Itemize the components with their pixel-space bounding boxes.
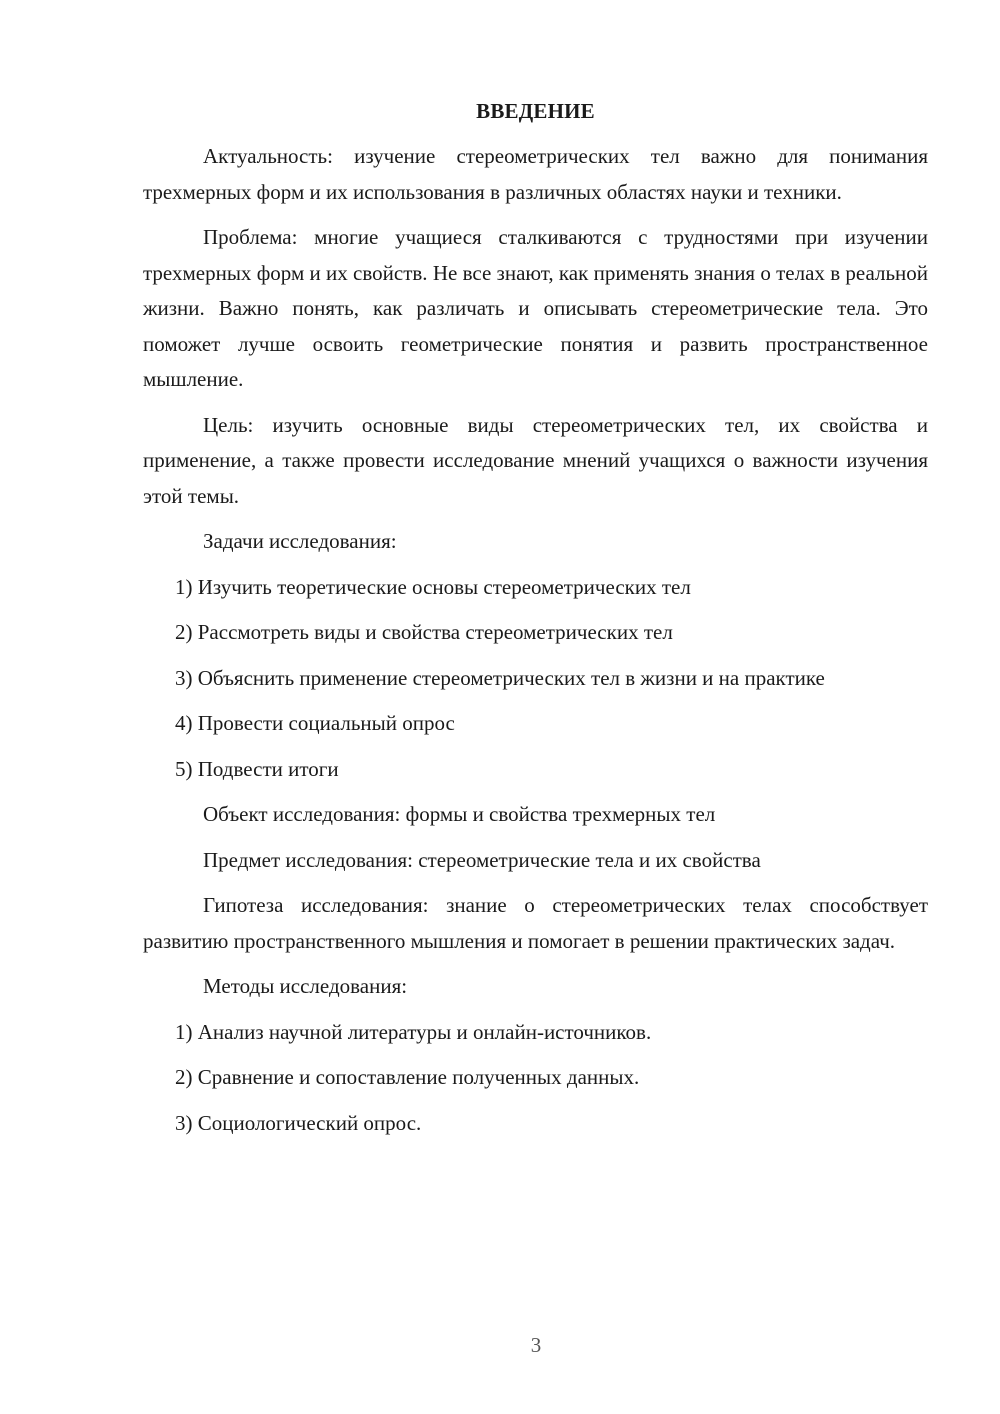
- methods-heading: Методы исследования:: [203, 974, 408, 998]
- task-item-2: 2) Рассмотреть виды и свойства стереометрических тел: [175, 620, 673, 644]
- task-item-3: 3) Объяснить применение стереометрических тел в жизни и на практике: [175, 665, 825, 690]
- paragraph-problem: Проблема: многие учащиеся сталкиваются с трудностями при изучении трехмерных форм и их свойств. Не все знают, как применять знания о телах в реальной жизни. Важно понять, как различать и описывать стереометрические тела. Это поможет лучше освоить геометрические понятия и развить пространственное мышление.: [143, 225, 928, 391]
- task-item-1: 1) Изучить теоретические основы стереометрических тел: [175, 574, 691, 599]
- task-item-5: 5) Подвести итоги: [175, 756, 339, 781]
- paragraph-object: Объект исследования: формы и свойства трехмерных тел: [203, 802, 716, 826]
- paragraph-hypothesis: Гипотеза исследования: знание о стереометрических телах способствует развитию пространственного мышления и помогает в решении практических задач.: [143, 893, 928, 953]
- method-item-2: 2) Сравнение и сопоставление полученных данных.: [175, 1065, 640, 1089]
- paragraph-goal: Цель: изучить основные виды стереометрических тел, их свойства и применение, а также провести исследование мнений учащихся о важности изучения этой темы.: [143, 412, 928, 508]
- tasks-heading: Задачи исследования:: [203, 529, 397, 553]
- method-item-1: 1) Анализ научной литературы и онлайн-источников.: [175, 1019, 652, 1044]
- task-item-4: 4) Провести социальный опрос: [175, 711, 455, 735]
- method-item-3: 3) Социологический опрос.: [175, 1110, 422, 1135]
- page-number: 3: [530, 1333, 542, 1357]
- paragraph-relevance: Актуальность: изучение стереометрических тел важно для понимания трехмерных форм и их использования в различных областях науки и техники.: [143, 144, 928, 204]
- page-title: ВВЕДЕНИЕ: [476, 99, 595, 123]
- page-content: [143, 94, 928, 1151]
- paragraph-subject: Предмет исследования: стереометрические тела и их свойства: [203, 847, 761, 872]
